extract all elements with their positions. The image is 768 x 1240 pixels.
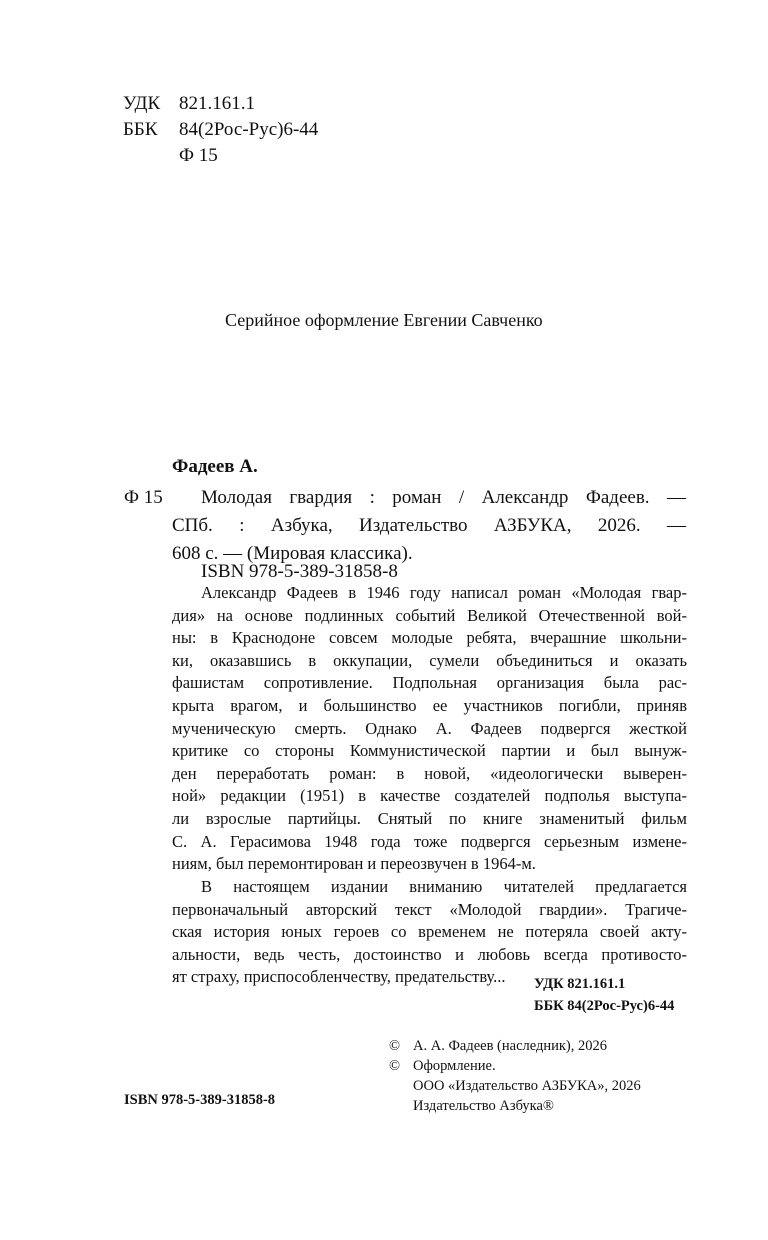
- isbn-bottom: ISBN 978-5-389-31858-8: [124, 1092, 276, 1108]
- annotation-line: ли взрослые партийцы. Снятый по книге знаменитый фильм: [172, 808, 687, 828]
- annotation-line: альности, ведь честь, достоинство и любовь всегда противосто-: [172, 944, 687, 964]
- copyright-heir-text: А. А. Фадеев (наследник), 2026: [413, 1038, 608, 1054]
- annotation-line: ден переработать роман: в новой, «идеологически выверен-: [172, 763, 687, 783]
- series-design-credit: Серийное оформление Евгении Савченко: [225, 310, 543, 330]
- isbn-record: ISBN 978-5-389-31858-8: [201, 561, 398, 582]
- copyright-design-text: Оформление.: [413, 1058, 496, 1074]
- bbk-line: [123, 116, 318, 144]
- copyright-trademark: Издательство Азбука®: [413, 1098, 554, 1114]
- annotation-line: фашистам сопротивление. Подпольная организация была рас-: [172, 673, 687, 693]
- bibliographic-line: 608 с. — (Мировая классика).: [172, 543, 413, 564]
- bibliographic-line: СПб. : Азбука, Издательство АЗБУКА, 2026. —: [172, 515, 686, 536]
- annotation-line: ны: в Краснодоне совсем молодые ребята, вчерашние школьни-: [172, 628, 687, 648]
- bottom-bbk: ББК 84(2Рос-Рус)6-44: [534, 998, 675, 1014]
- annotation-line: ская история юных героев со временем не потеряла своей акту-: [172, 922, 687, 942]
- author-mark: Ф 15: [124, 487, 163, 508]
- bibliographic-record-cont: [172, 512, 686, 540]
- annotation-line: ки, оказавшись в оккупации, сумели объединиться и оказать: [172, 650, 687, 670]
- annotation-line: первоначальный авторский текст «Молодой гвардии». Трагиче-: [172, 899, 687, 919]
- copyright-symbol: ©: [389, 1058, 401, 1074]
- copyright-symbol: ©: [389, 1038, 401, 1054]
- bibliographic-line: Молодая гвардия : роман / Александр Фадеев. —: [201, 487, 686, 508]
- udk-label: УДК: [123, 93, 161, 114]
- annotation-line: дия» на основе подлинных событий Великой Отечественной вой-: [172, 605, 687, 625]
- author-mark-top: Ф 15: [179, 145, 218, 166]
- annotation-line: ниям, был перемонтирован и переозвучен в 1964-м.: [172, 854, 536, 874]
- bottom-udk: УДК 821.161.1: [534, 976, 626, 992]
- annotation-line: В настоящем издании вниманию читателей предлагается: [201, 877, 687, 896]
- annotation-line: крыта врагом, и большинство ее участников погибли, приняв: [172, 695, 687, 715]
- bbk-value: 84(2Рос-Рус)6-44: [179, 119, 319, 140]
- annotation-line: ной» редакции (1951) в качестве создателей подполья выступа-: [172, 786, 687, 806]
- annotation-line: критике со стороны Коммунистической партии и был вынуж-: [172, 741, 687, 761]
- annotation-paragraph-1: [172, 582, 687, 876]
- bibliographic-record: [201, 484, 686, 512]
- udk-line: [123, 90, 255, 118]
- book-author: Фадеев А.: [172, 456, 258, 477]
- copyright-design: [389, 1056, 496, 1076]
- bbk-label: ББК: [123, 119, 158, 140]
- udk-value: 821.161.1: [179, 93, 255, 114]
- annotation-line: мученическую смерть. Однако А. Фадеев подвергся жесткой: [172, 718, 687, 738]
- annotation-line: Александр Фадеев в 1946 году написал роман «Молодая гвар-: [201, 583, 687, 602]
- copyright-heir: [389, 1036, 607, 1056]
- copyright-publisher: ООО «Издательство АЗБУКА», 2026: [413, 1078, 641, 1094]
- annotation-line: ят страху, приспособленчеству, предательству...: [172, 967, 506, 987]
- annotation-line: С. А. Герасимова 1948 года тоже подвергся серьезным измене-: [172, 831, 687, 851]
